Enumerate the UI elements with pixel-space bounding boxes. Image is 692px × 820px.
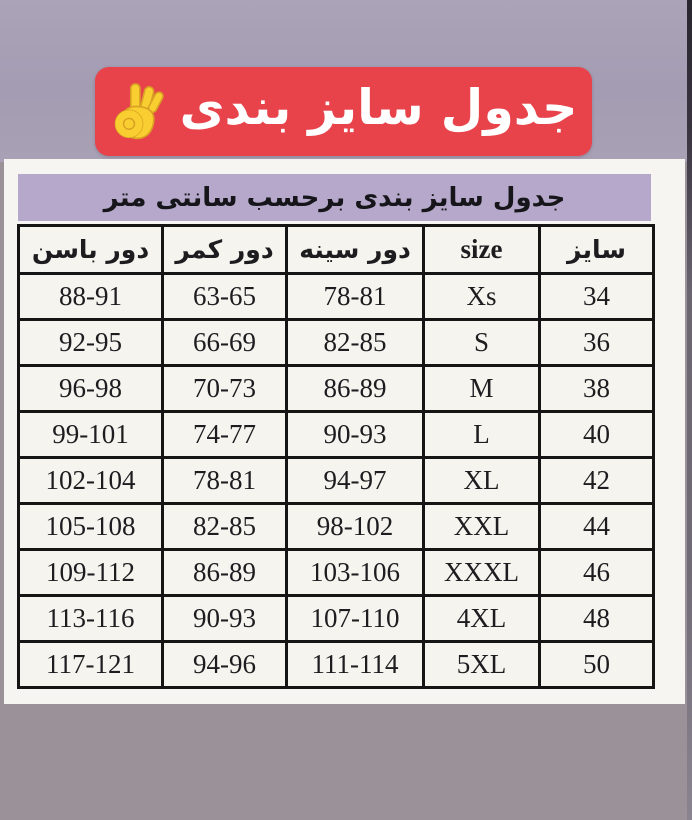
table-cell: 98-102 (287, 504, 424, 550)
column-header-2: دور سینه (287, 226, 424, 274)
size-table (17, 224, 655, 689)
table-cell: 99-101 (19, 412, 163, 458)
table-cell: XXXL (424, 550, 540, 596)
table-cell: 4XL (424, 596, 540, 642)
column-header-size-latin: size (424, 226, 540, 274)
table-row (19, 274, 654, 320)
table-row (19, 320, 654, 366)
table-body (19, 274, 654, 688)
table-cell: 90-93 (287, 412, 424, 458)
table-row (19, 412, 654, 458)
table-cell: 40 (540, 412, 654, 458)
table-row (19, 642, 654, 688)
table-cell: 48 (540, 596, 654, 642)
column-header-3: دور کمر (163, 226, 287, 274)
table-cell: 46 (540, 550, 654, 596)
table-cell: 36 (540, 320, 654, 366)
size-chart-banner (95, 67, 592, 156)
table-cell: 111-114 (287, 642, 424, 688)
table-cell: 78-81 (163, 458, 287, 504)
table-cell: Xs (424, 274, 540, 320)
table-cell: 105-108 (19, 504, 163, 550)
column-header-0: سایز (540, 226, 654, 274)
column-header-4: دور باسن (19, 226, 163, 274)
table-cell: 94-97 (287, 458, 424, 504)
table-cell: M (424, 366, 540, 412)
table-cell: 102-104 (19, 458, 163, 504)
table-cell: 66-69 (163, 320, 287, 366)
table-cell: 50 (540, 642, 654, 688)
table-title: جدول سایز بندی برحسب سانتی متر (103, 182, 566, 213)
table-cell: 38 (540, 366, 654, 412)
table-cell: 5XL (424, 642, 540, 688)
table-cell: 34 (540, 274, 654, 320)
table-cell: 63-65 (163, 274, 287, 320)
table-cell: 82-85 (163, 504, 287, 550)
table-cell: 82-85 (287, 320, 424, 366)
table-cell: 117-121 (19, 642, 163, 688)
banner-title: جدول سایز بندی (179, 79, 578, 136)
table-cell: 86-89 (287, 366, 424, 412)
table-cell: L (424, 412, 540, 458)
photo-edge-shadow (687, 0, 692, 820)
table-cell: 109-112 (19, 550, 163, 596)
table-cell: 70-73 (163, 366, 287, 412)
ok-hand-icon (110, 83, 168, 141)
table-row (19, 504, 654, 550)
table-cell: 92-95 (19, 320, 163, 366)
table-title-bar (18, 174, 651, 221)
table-cell: S (424, 320, 540, 366)
table-cell: 88-91 (19, 274, 163, 320)
table-cell: 44 (540, 504, 654, 550)
table-cell: XL (424, 458, 540, 504)
table-header-row (19, 226, 654, 274)
table-cell: XXL (424, 504, 540, 550)
table-cell: 113-116 (19, 596, 163, 642)
table-row (19, 550, 654, 596)
table-cell: 107-110 (287, 596, 424, 642)
table-cell: 103-106 (287, 550, 424, 596)
table-row (19, 366, 654, 412)
table-cell: 90-93 (163, 596, 287, 642)
table-cell: 74-77 (163, 412, 287, 458)
table-cell: 94-96 (163, 642, 287, 688)
table-cell: 96-98 (19, 366, 163, 412)
table-cell: 78-81 (287, 274, 424, 320)
table-cell: 86-89 (163, 550, 287, 596)
table-row (19, 458, 654, 504)
table-row (19, 596, 654, 642)
table-cell: 42 (540, 458, 654, 504)
